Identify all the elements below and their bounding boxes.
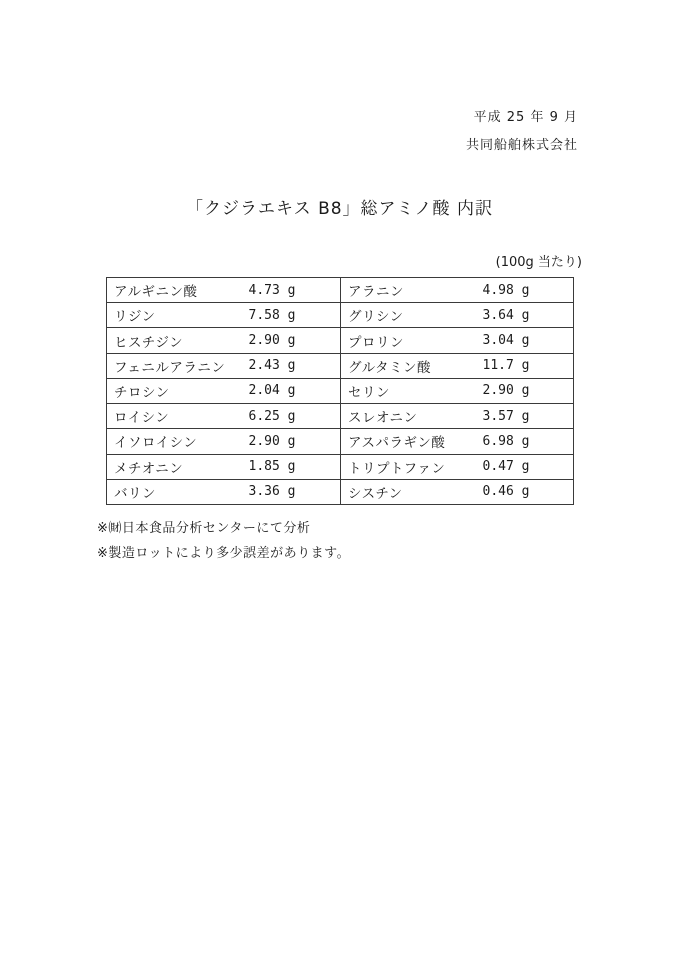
amino-acid-name: ロイシン xyxy=(107,404,247,429)
amino-acid-value: 3.04 g xyxy=(481,328,574,353)
table-row xyxy=(107,404,574,429)
amino-acid-name: トリプトファン xyxy=(341,454,481,479)
amino-acid-value: 2.43 g xyxy=(247,353,341,378)
amino-acid-value: 3.57 g xyxy=(481,404,574,429)
amino-acid-name: フェニルアラニン xyxy=(107,353,247,378)
footnote-analysis: ※㈶日本食品分析センターにて分析 xyxy=(97,521,311,536)
amino-acid-name: アスパラギン酸 xyxy=(341,429,481,454)
amino-acid-value: 6.98 g xyxy=(481,429,574,454)
table-row xyxy=(107,303,574,328)
amino-acid-value: 2.90 g xyxy=(247,328,341,353)
table-row xyxy=(107,278,574,303)
amino-acid-name: アラニン xyxy=(341,278,481,303)
amino-acid-name: ヒスチジン xyxy=(107,328,247,353)
amino-acid-value: 4.98 g xyxy=(481,278,574,303)
amino-acid-value: 2.90 g xyxy=(481,378,574,403)
page-title: 「クジラエキス B8」総アミノ酸 内訳 xyxy=(186,199,493,219)
amino-acid-name: グリシン xyxy=(341,303,481,328)
document-header xyxy=(466,104,578,160)
table-row xyxy=(107,378,574,403)
amino-acid-value: 11.7 g xyxy=(481,353,574,378)
amino-acid-name: チロシン xyxy=(107,378,247,403)
amino-acid-name: アルギニン酸 xyxy=(107,278,247,303)
date-line: 平成 25 年 9 月 xyxy=(473,110,578,125)
company-name: 共同船舶株式会社 xyxy=(465,138,578,153)
amino-acid-value: 4.73 g xyxy=(247,278,341,303)
unit-note: (100g 当たり) xyxy=(495,255,582,270)
table-row xyxy=(107,454,574,479)
amino-acid-value: 1.85 g xyxy=(247,454,341,479)
amino-acid-value: 2.04 g xyxy=(247,378,341,403)
amino-acid-name: スレオニン xyxy=(341,404,481,429)
amino-acid-name: リジン xyxy=(107,303,247,328)
table-row xyxy=(107,479,574,504)
table-row xyxy=(107,328,574,353)
table-row xyxy=(107,429,574,454)
amino-acid-value: 0.47 g xyxy=(481,454,574,479)
amino-acid-name: プロリン xyxy=(341,328,481,353)
amino-acid-name: バリン xyxy=(107,479,247,504)
amino-acid-name: メチオニン xyxy=(107,454,247,479)
amino-acid-name: イソロイシン xyxy=(107,429,247,454)
footnote-lot-variance: ※製造ロットにより多少誤差があります。 xyxy=(97,546,351,561)
amino-acid-table xyxy=(106,277,574,505)
amino-acid-value: 7.58 g xyxy=(247,303,341,328)
amino-acid-name: セリン xyxy=(341,378,481,403)
footnotes xyxy=(97,516,350,566)
table-row xyxy=(107,353,574,378)
amino-acid-value: 3.64 g xyxy=(481,303,574,328)
amino-acid-value: 3.36 g xyxy=(247,479,341,504)
amino-acid-table-body xyxy=(107,278,574,505)
amino-acid-value: 0.46 g xyxy=(481,479,574,504)
amino-acid-value: 2.90 g xyxy=(247,429,341,454)
amino-acid-value: 6.25 g xyxy=(247,404,341,429)
amino-acid-name: シスチン xyxy=(341,479,481,504)
amino-acid-name: グルタミン酸 xyxy=(341,353,481,378)
